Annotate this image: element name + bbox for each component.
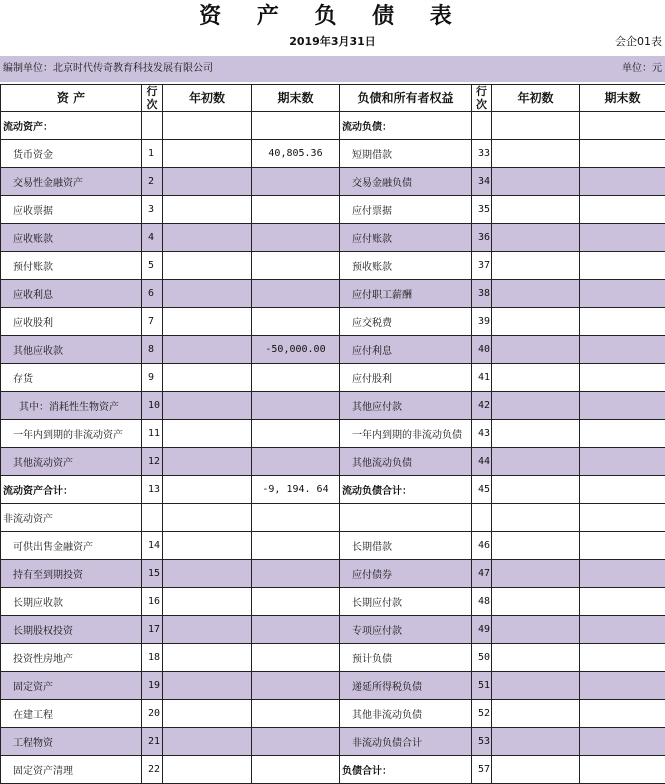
asset-line-cell: 21 xyxy=(142,728,163,756)
asset-end-cell xyxy=(252,364,340,392)
liability-name-cell: 短期借款 xyxy=(340,140,472,168)
liability-begin-cell xyxy=(492,560,580,588)
table-row xyxy=(1,168,665,196)
table-row xyxy=(1,392,665,420)
liability-end-cell xyxy=(580,448,665,476)
liability-name-cell: 一年内到期的非流动负债 xyxy=(340,420,472,448)
liability-begin-cell xyxy=(492,728,580,756)
asset-end-cell xyxy=(252,196,340,224)
liability-end-cell xyxy=(580,560,665,588)
company-info-bar xyxy=(0,56,665,82)
liability-begin-cell xyxy=(492,532,580,560)
report-date: 2019年3月31日 xyxy=(0,34,665,50)
report-title: 资 产 负 债 表 xyxy=(0,0,665,32)
asset-name-cell: 存货 xyxy=(1,364,142,392)
asset-begin-cell xyxy=(163,168,252,196)
asset-begin-cell xyxy=(163,532,252,560)
asset-end-cell xyxy=(252,392,340,420)
asset-begin-cell xyxy=(163,644,252,672)
liability-end-cell xyxy=(580,112,665,140)
asset-name-cell: 货币资金 xyxy=(1,140,142,168)
liability-end-cell xyxy=(580,224,665,252)
liability-end-cell xyxy=(580,728,665,756)
asset-end-cell xyxy=(252,560,340,588)
liability-name-cell: 应付账款 xyxy=(340,224,472,252)
asset-line-cell: 11 xyxy=(142,420,163,448)
table-row xyxy=(1,532,665,560)
asset-end-cell: -50,000.00 xyxy=(252,336,340,364)
asset-begin-cell xyxy=(163,448,252,476)
asset-line-cell: 6 xyxy=(142,280,163,308)
table-row xyxy=(1,336,665,364)
liability-line-cell: 33 xyxy=(472,140,492,168)
liability-end-cell xyxy=(580,644,665,672)
liability-name-cell: 交易金融负债 xyxy=(340,168,472,196)
liability-begin-cell xyxy=(492,476,580,504)
asset-name-cell: 非流动资产 xyxy=(1,504,142,532)
table-row xyxy=(1,728,665,756)
asset-line-cell: 18 xyxy=(142,644,163,672)
asset-line-cell: 5 xyxy=(142,252,163,280)
liability-begin-cell xyxy=(492,252,580,280)
asset-end-cell xyxy=(252,644,340,672)
asset-name-cell: 其中：消耗性生物资产 xyxy=(1,392,142,420)
liability-line-cell: 42 xyxy=(472,392,492,420)
liability-line-cell: 50 xyxy=(472,644,492,672)
asset-end-cell xyxy=(252,532,340,560)
table-row xyxy=(1,700,665,728)
asset-line-cell: 3 xyxy=(142,196,163,224)
liability-begin-cell xyxy=(492,616,580,644)
liability-begin-cell xyxy=(492,672,580,700)
liability-line-cell: 35 xyxy=(472,196,492,224)
liability-line-cell: 43 xyxy=(472,420,492,448)
asset-begin-cell xyxy=(163,672,252,700)
liability-name-cell: 应交税费 xyxy=(340,308,472,336)
asset-begin-cell xyxy=(163,588,252,616)
asset-line-cell: 13 xyxy=(142,476,163,504)
asset-begin-cell xyxy=(163,476,252,504)
liability-name-cell: 应付票据 xyxy=(340,196,472,224)
asset-line-cell: 12 xyxy=(142,448,163,476)
asset-name-cell: 固定资产清理 xyxy=(1,756,142,784)
asset-name-cell: 预付账款 xyxy=(1,252,142,280)
liability-line-cell: 53 xyxy=(472,728,492,756)
asset-name-cell: 应收账款 xyxy=(1,224,142,252)
table-row xyxy=(1,756,665,784)
liability-end-cell xyxy=(580,476,665,504)
liability-end-cell xyxy=(580,588,665,616)
asset-name-cell: 长期股权投资 xyxy=(1,616,142,644)
liability-begin-cell xyxy=(492,140,580,168)
asset-begin-cell xyxy=(163,112,252,140)
liability-line-cell: 52 xyxy=(472,700,492,728)
asset-begin-cell xyxy=(163,224,252,252)
liability-line-cell: 39 xyxy=(472,308,492,336)
liability-begin-cell xyxy=(492,700,580,728)
liability-begin-cell xyxy=(492,336,580,364)
header-line-2: 行次 xyxy=(472,85,492,112)
asset-name-cell: 固定资产 xyxy=(1,672,142,700)
asset-name-cell: 流动资产合计： xyxy=(1,476,142,504)
liability-end-cell xyxy=(580,420,665,448)
liability-line-cell: 41 xyxy=(472,364,492,392)
asset-begin-cell xyxy=(163,196,252,224)
header-row xyxy=(1,85,665,112)
asset-name-cell: 应收股利 xyxy=(1,308,142,336)
asset-name-cell: 应收利息 xyxy=(1,280,142,308)
asset-line-cell: 8 xyxy=(142,336,163,364)
asset-end-cell xyxy=(252,224,340,252)
asset-name-cell: 流动资产： xyxy=(1,112,142,140)
liability-end-cell xyxy=(580,252,665,280)
table-row xyxy=(1,308,665,336)
asset-line-cell xyxy=(142,504,163,532)
asset-line-cell: 4 xyxy=(142,224,163,252)
header-liabilities: 负债和所有者权益 xyxy=(340,85,472,112)
asset-begin-cell xyxy=(163,140,252,168)
liability-begin-cell xyxy=(492,644,580,672)
asset-end-cell xyxy=(252,252,340,280)
liability-begin-cell xyxy=(492,196,580,224)
liability-line-cell: 37 xyxy=(472,252,492,280)
company-label: 编制单位：北京时代传奇教育科技发展有限公司 xyxy=(3,56,213,82)
liability-begin-cell xyxy=(492,392,580,420)
liability-begin-cell xyxy=(492,308,580,336)
header-end-2: 期末数 xyxy=(580,85,665,112)
liability-line-cell: 38 xyxy=(472,280,492,308)
asset-line-cell: 10 xyxy=(142,392,163,420)
table-row xyxy=(1,560,665,588)
liability-begin-cell xyxy=(492,224,580,252)
liability-begin-cell xyxy=(492,112,580,140)
liability-line-cell: 36 xyxy=(472,224,492,252)
asset-line-cell: 19 xyxy=(142,672,163,700)
asset-end-cell xyxy=(252,308,340,336)
table-row xyxy=(1,448,665,476)
liability-end-cell xyxy=(580,336,665,364)
liability-begin-cell xyxy=(492,448,580,476)
liability-name-cell: 流动负债合计： xyxy=(340,476,472,504)
asset-end-cell xyxy=(252,700,340,728)
liability-name-cell: 递延所得税负债 xyxy=(340,672,472,700)
asset-begin-cell xyxy=(163,700,252,728)
asset-begin-cell xyxy=(163,336,252,364)
header-end: 期末数 xyxy=(252,85,340,112)
table-row xyxy=(1,196,665,224)
liability-end-cell xyxy=(580,700,665,728)
liability-name-cell: 长期借款 xyxy=(340,532,472,560)
asset-line-cell xyxy=(142,112,163,140)
asset-end-cell xyxy=(252,504,340,532)
asset-name-cell: 其他流动资产 xyxy=(1,448,142,476)
table-row xyxy=(1,644,665,672)
asset-name-cell: 其他应收款 xyxy=(1,336,142,364)
liability-line-cell xyxy=(472,504,492,532)
liability-line-cell: 48 xyxy=(472,588,492,616)
table-row xyxy=(1,364,665,392)
table-row xyxy=(1,672,665,700)
asset-line-cell: 16 xyxy=(142,588,163,616)
table-row xyxy=(1,252,665,280)
asset-begin-cell xyxy=(163,392,252,420)
form-number: 会企01表 xyxy=(615,34,662,50)
table-row xyxy=(1,616,665,644)
asset-begin-cell xyxy=(163,280,252,308)
liability-line-cell: 44 xyxy=(472,448,492,476)
liability-line-cell: 57 xyxy=(472,756,492,784)
asset-begin-cell xyxy=(163,616,252,644)
liability-end-cell xyxy=(580,616,665,644)
asset-end-cell xyxy=(252,728,340,756)
liability-name-cell: 长期应付款 xyxy=(340,588,472,616)
liability-name-cell: 应付股利 xyxy=(340,364,472,392)
asset-name-cell: 投资性房地产 xyxy=(1,644,142,672)
liability-name-cell: 负债合计： xyxy=(340,756,472,784)
asset-line-cell: 20 xyxy=(142,700,163,728)
asset-line-cell: 15 xyxy=(142,560,163,588)
asset-end-cell xyxy=(252,280,340,308)
liability-line-cell xyxy=(472,112,492,140)
liability-end-cell xyxy=(580,672,665,700)
table-row xyxy=(1,224,665,252)
liability-name-cell: 预计负债 xyxy=(340,644,472,672)
table-row xyxy=(1,140,665,168)
liability-name-cell: 其他非流动负债 xyxy=(340,700,472,728)
table-row xyxy=(1,280,665,308)
table-row xyxy=(1,420,665,448)
header-line: 行次 xyxy=(142,85,163,112)
table-row xyxy=(1,112,665,140)
header-begin: 年初数 xyxy=(163,85,252,112)
table-row xyxy=(1,504,665,532)
asset-end-cell xyxy=(252,588,340,616)
liability-end-cell xyxy=(580,140,665,168)
asset-end-cell: -9, 194. 64 xyxy=(252,476,340,504)
liability-end-cell xyxy=(580,196,665,224)
asset-name-cell: 应收票据 xyxy=(1,196,142,224)
asset-line-cell: 14 xyxy=(142,532,163,560)
asset-begin-cell xyxy=(163,728,252,756)
asset-name-cell: 工程物资 xyxy=(1,728,142,756)
liability-name-cell xyxy=(340,504,472,532)
liability-name-cell: 应付债券 xyxy=(340,560,472,588)
liability-begin-cell xyxy=(492,756,580,784)
asset-line-cell: 22 xyxy=(142,756,163,784)
asset-line-cell: 1 xyxy=(142,140,163,168)
asset-line-cell: 2 xyxy=(142,168,163,196)
asset-end-cell: 40,805.36 xyxy=(252,140,340,168)
header-begin-2: 年初数 xyxy=(492,85,580,112)
liability-begin-cell xyxy=(492,280,580,308)
liability-name-cell: 其他应付款 xyxy=(340,392,472,420)
asset-line-cell: 9 xyxy=(142,364,163,392)
asset-begin-cell xyxy=(163,420,252,448)
liability-begin-cell xyxy=(492,504,580,532)
liability-begin-cell xyxy=(492,364,580,392)
asset-end-cell xyxy=(252,448,340,476)
asset-begin-cell xyxy=(163,560,252,588)
liability-line-cell: 45 xyxy=(472,476,492,504)
liability-end-cell xyxy=(580,756,665,784)
asset-begin-cell xyxy=(163,504,252,532)
liability-name-cell: 专项应付款 xyxy=(340,616,472,644)
liability-name-cell: 预收账款 xyxy=(340,252,472,280)
liability-line-cell: 51 xyxy=(472,672,492,700)
liability-end-cell xyxy=(580,392,665,420)
liability-name-cell: 其他流动负债 xyxy=(340,448,472,476)
table-row xyxy=(1,588,665,616)
liability-line-cell: 46 xyxy=(472,532,492,560)
header-asset: 资 产 xyxy=(1,85,142,112)
unit-label: 单位：元 xyxy=(622,56,662,82)
liability-name-cell: 非流动负债合计 xyxy=(340,728,472,756)
asset-end-cell xyxy=(252,112,340,140)
liability-end-cell xyxy=(580,308,665,336)
asset-begin-cell xyxy=(163,308,252,336)
liability-line-cell: 34 xyxy=(472,168,492,196)
asset-begin-cell xyxy=(163,756,252,784)
asset-begin-cell xyxy=(163,252,252,280)
liability-name-cell: 应付职工薪酬 xyxy=(340,280,472,308)
liability-end-cell xyxy=(580,364,665,392)
liability-end-cell xyxy=(580,280,665,308)
asset-name-cell: 交易性金融资产 xyxy=(1,168,142,196)
asset-begin-cell xyxy=(163,364,252,392)
liability-end-cell xyxy=(580,504,665,532)
asset-name-cell: 持有至到期投资 xyxy=(1,560,142,588)
asset-line-cell: 7 xyxy=(142,308,163,336)
asset-end-cell xyxy=(252,756,340,784)
asset-end-cell xyxy=(252,168,340,196)
asset-name-cell: 在建工程 xyxy=(1,700,142,728)
liability-begin-cell xyxy=(492,588,580,616)
asset-line-cell: 17 xyxy=(142,616,163,644)
asset-end-cell xyxy=(252,420,340,448)
asset-end-cell xyxy=(252,672,340,700)
liability-begin-cell xyxy=(492,168,580,196)
liability-name-cell: 应付利息 xyxy=(340,336,472,364)
asset-name-cell: 一年内到期的非流动资产 xyxy=(1,420,142,448)
liability-line-cell: 49 xyxy=(472,616,492,644)
liability-end-cell xyxy=(580,168,665,196)
asset-name-cell: 长期应收款 xyxy=(1,588,142,616)
liability-end-cell xyxy=(580,532,665,560)
liability-begin-cell xyxy=(492,420,580,448)
balance-sheet-table xyxy=(0,84,665,784)
liability-name-cell: 流动负债： xyxy=(340,112,472,140)
asset-name-cell: 可供出售金融资产 xyxy=(1,532,142,560)
liability-line-cell: 47 xyxy=(472,560,492,588)
table-row xyxy=(1,476,665,504)
liability-line-cell: 40 xyxy=(472,336,492,364)
asset-end-cell xyxy=(252,616,340,644)
